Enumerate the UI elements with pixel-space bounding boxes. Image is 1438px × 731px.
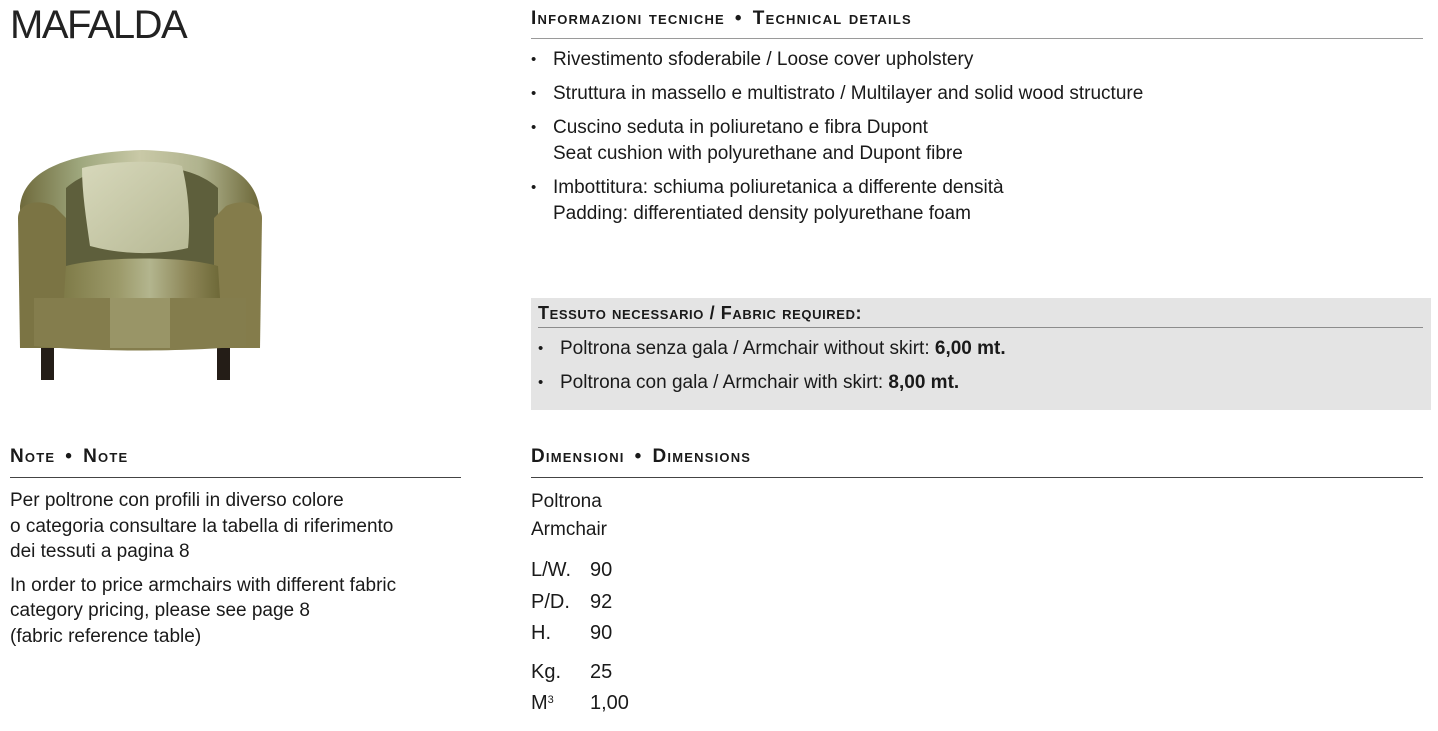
dimension-label: P/D. bbox=[531, 590, 570, 613]
volume-unit: M bbox=[531, 692, 548, 714]
note-line: o categoria consultare la tabella di riferimento bbox=[10, 515, 394, 537]
table-row bbox=[531, 587, 612, 619]
note-line: Per poltrone con profili in diverso colore bbox=[10, 490, 344, 511]
dimensions-section bbox=[531, 446, 1423, 720]
heading-separator: • bbox=[734, 8, 743, 29]
heading-separator: • bbox=[634, 446, 643, 467]
note-line: In order to price armchairs with different fabric bbox=[10, 574, 397, 596]
list-item-text-english: Padding: differentiated density polyurethane foam bbox=[553, 203, 971, 224]
fabric-label: Poltrona senza gala / Armchair without skirt: bbox=[560, 338, 935, 359]
heading-english: Dimensions bbox=[652, 446, 752, 467]
table-row bbox=[531, 555, 612, 587]
list-item-text-english: Seat cushion with polyurethane and Dupont fibre bbox=[553, 143, 963, 164]
dimensions-table bbox=[531, 555, 612, 650]
weight-volume-table bbox=[531, 657, 629, 720]
dimension-label: H. bbox=[531, 622, 551, 644]
volume-label bbox=[531, 688, 590, 720]
note-section bbox=[10, 446, 461, 649]
list-item-text: • Struttura in massello e multistrato / Multilayer and solid wood structure bbox=[553, 83, 1144, 104]
note-paragraph-english bbox=[10, 573, 461, 650]
product-type-name bbox=[531, 488, 1423, 544]
fabric-required-list bbox=[538, 336, 1423, 396]
list-item bbox=[531, 81, 1423, 107]
list-item-text: • Imbottitura: schiuma poliuretanica a differente densità bbox=[553, 177, 1004, 198]
note-line: (fabric reference table) bbox=[10, 625, 202, 647]
fabric-required-box bbox=[531, 298, 1431, 410]
list-item bbox=[538, 336, 1423, 362]
fabric-required-heading: Tessuto necessario / Fabric required: bbox=[538, 302, 1423, 328]
fabric-value: 6,00 mt. bbox=[934, 338, 1006, 359]
fabric-value: 8,00 mt. bbox=[888, 372, 960, 393]
weight-label: Kg. bbox=[531, 660, 562, 683]
dimension-label: L/W. bbox=[531, 559, 572, 581]
heading-italian: Note bbox=[10, 446, 56, 467]
note-line: dei tessuti a pagina 8 bbox=[10, 541, 190, 562]
product-type-english: Armchair bbox=[531, 519, 608, 540]
note-paragraph-italian bbox=[10, 488, 461, 565]
list-item bbox=[538, 370, 1423, 396]
table-row bbox=[531, 618, 612, 650]
volume-exponent: 3 bbox=[547, 694, 554, 706]
dimensions-heading bbox=[531, 446, 1423, 478]
list-item bbox=[531, 175, 1423, 227]
table-row bbox=[531, 688, 629, 720]
heading-separator: • bbox=[65, 446, 74, 467]
product-type-italian: Poltrona bbox=[531, 491, 602, 512]
technical-details-list bbox=[531, 47, 1423, 227]
table-row bbox=[531, 657, 629, 689]
list-item bbox=[531, 115, 1423, 167]
product-title: MAFALDA bbox=[10, 3, 187, 47]
list-item-text: • Rivestimento sfoderabile / Loose cover upholstery bbox=[553, 49, 974, 70]
list-item bbox=[531, 47, 1423, 73]
note-line: category pricing, please see page 8 bbox=[10, 600, 310, 621]
weight-value: 25 bbox=[590, 660, 613, 683]
technical-details-heading bbox=[531, 8, 1423, 39]
note-heading bbox=[10, 446, 461, 478]
dimension-value: 90 bbox=[590, 622, 613, 644]
dimension-value: 92 bbox=[590, 590, 613, 613]
armchair-image bbox=[14, 148, 266, 384]
heading-english: Note bbox=[83, 446, 129, 467]
heading-italian: Informazioni tecniche bbox=[531, 8, 725, 29]
volume-value: 1,00 bbox=[590, 692, 629, 714]
dimension-value: 90 bbox=[590, 559, 613, 581]
heading-italian: Dimensioni bbox=[531, 446, 625, 467]
fabric-label: Poltrona con gala / Armchair with skirt: bbox=[560, 372, 889, 393]
heading-english: Technical details bbox=[752, 8, 912, 29]
list-item-text: • Cuscino seduta in poliuretano e fibra Dupont bbox=[553, 117, 928, 138]
technical-details-section bbox=[531, 8, 1423, 227]
